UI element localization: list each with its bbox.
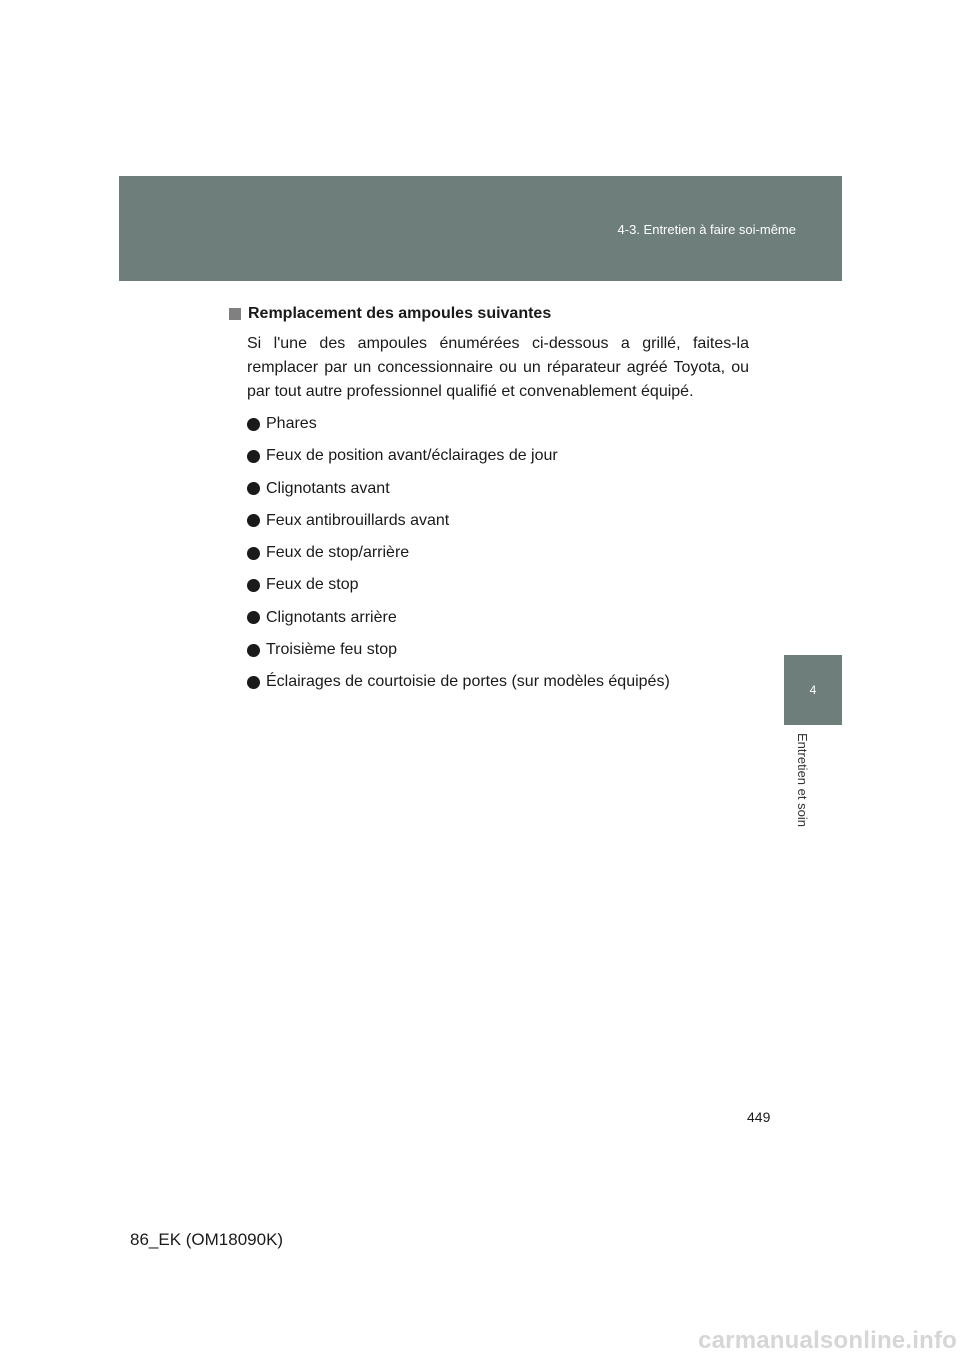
bullet-dot-icon <box>247 482 260 495</box>
bullet-dot-icon <box>247 676 260 689</box>
section-heading <box>229 302 749 326</box>
bullet-dot-icon <box>247 611 260 624</box>
list-item-text: Troisième feu stop <box>266 641 398 659</box>
bullet-dot-icon <box>247 450 260 463</box>
chapter-number: 4 <box>809 683 817 697</box>
chapter-label: Entretien et soin <box>795 733 810 827</box>
list-item <box>247 638 749 662</box>
document-code: 86_EK (OM18090K) <box>130 1230 284 1249</box>
header-band <box>119 176 842 281</box>
bullet-dot-icon <box>247 418 260 431</box>
list-item <box>247 541 749 565</box>
list-item-text: Phares <box>266 415 317 432</box>
chapter-tab <box>784 655 842 725</box>
list-item <box>247 412 749 436</box>
list-item <box>247 573 749 597</box>
list-item-text: Éclairages de courtoisie de portes (sur modèles équipés) <box>266 673 670 691</box>
list-item <box>247 509 749 533</box>
page-number: 449 <box>747 1109 771 1125</box>
list-item <box>247 477 749 501</box>
list-item <box>247 606 749 630</box>
bullet-dot-icon <box>247 579 260 592</box>
square-bullet-icon <box>229 308 241 320</box>
list-item-text: Feux de stop <box>266 576 359 594</box>
list-item-text: Feux antibrouillards avant <box>266 511 450 529</box>
bullet-dot-icon <box>247 547 260 560</box>
list-item-text: Clignotants arrière <box>266 608 397 626</box>
list-item-text: Feux de stop/arrière <box>266 544 410 562</box>
section-title: 4-3. Entretien à faire soi-même <box>617 222 796 237</box>
list-item <box>247 670 749 694</box>
bullet-dot-icon <box>247 514 260 527</box>
bullet-dot-icon <box>247 644 260 657</box>
bulb-list <box>247 412 749 694</box>
list-item-text: Clignotants avant <box>266 479 390 497</box>
main-content <box>229 302 749 703</box>
list-item <box>247 444 749 468</box>
intro-paragraph: Si l'une des ampoules énumérées ci-dessous a grillé, faites-la remplacer par un concessionnaire ou un réparateur agréé Toyota, ou par tout autre professionnel qualifié et convenablement équipé. <box>247 335 749 400</box>
list-item-text: Feux de position avant/éclairages de jour <box>266 447 558 465</box>
section-heading-text: Remplacement des ampoules suivantes <box>248 305 552 322</box>
watermark: carmanualsonline.info <box>698 1327 957 1354</box>
